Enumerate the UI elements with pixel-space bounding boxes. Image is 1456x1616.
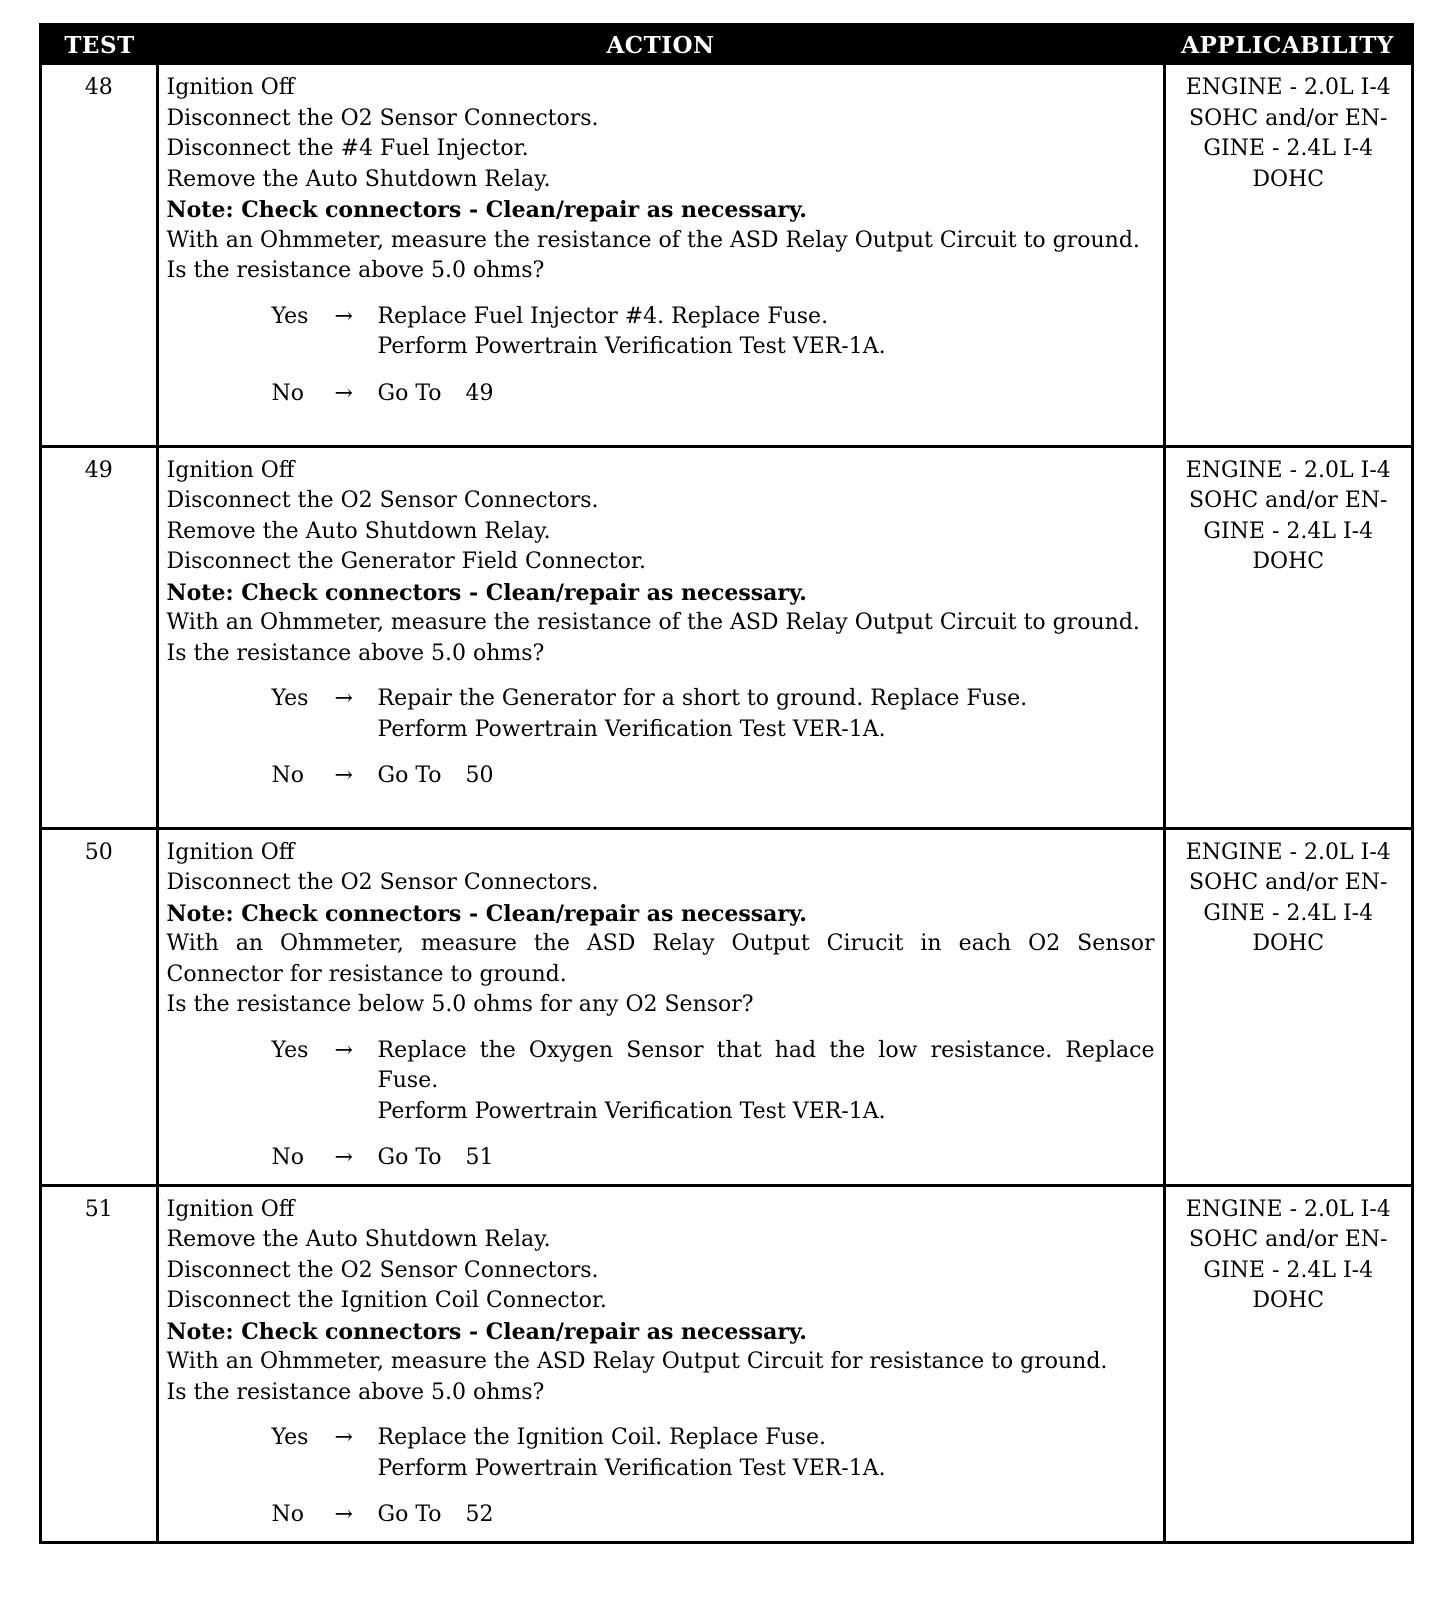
test-table: [42, 26, 1411, 1541]
measure-text: With an Ohmmeter, measure the resistance of the ASD Relay Output Circuit to ground.: [166, 610, 1140, 635]
no-result: [378, 761, 1155, 792]
applicability-text: ENGINE - 2.0L I-4 SOHC and/or EN- GINE - 2.4L I-4 DOHC: [1185, 75, 1391, 192]
goto-test-number: 49: [465, 380, 494, 406]
yes-result-line: Perform Powertrain Verification Test VER-1A.: [377, 1455, 886, 1481]
measure-text: With an Ohmmeter, measure the resistance of the ASD Relay Output Circuit to ground.: [166, 227, 1140, 253]
measure-text: With an Ohmmeter, measure the ASD Relay Output Cirucit in each O2 Sensor Connector for resistance to ground.: [166, 931, 1155, 987]
arrow-right-icon: →: [334, 1145, 353, 1170]
no-result: [378, 379, 1155, 410]
applicability-text: ENGINE - 2.0L I-4 SOHC and/or EN- GINE - 2.4L I-4 DOHC: [1164, 828, 1411, 1185]
goto-label: Go To: [377, 380, 442, 406]
table-row-test-49: [42, 446, 1411, 828]
arrow-right-icon: →: [334, 1425, 353, 1450]
diagnostic-test-table: [39, 23, 1414, 1544]
answer-block: [167, 302, 1155, 410]
yes-answer: [167, 302, 1155, 363]
answer-block: [167, 1036, 1155, 1174]
measure-text: With an Ohmmeter, measure the ASD Relay Output Circuit for resistance to ground.: [166, 1349, 1108, 1374]
test-number: 48: [42, 65, 157, 446]
question-text: Is the resistance above 5.0 ohms?: [166, 258, 545, 283]
no-label: No: [271, 380, 304, 406]
table-row-test-51: [42, 1185, 1411, 1541]
no-answer: [167, 379, 1155, 410]
yes-result-line: Replace the Ignition Coil. Replace Fuse.: [377, 1425, 826, 1450]
applicability-text: ENGINE - 2.0L I-4 SOHC and/or EN- GINE - 2.4L I-4 DOHC: [1164, 1185, 1411, 1541]
step-text: Ignition Off: [166, 75, 295, 100]
goto-test-number: 52: [465, 1502, 494, 1527]
answer-block: [167, 684, 1155, 792]
yes-label: Yes: [271, 303, 309, 329]
goto-test-number: 51: [465, 1145, 494, 1170]
step-text: Remove the Auto Shutdown Relay.: [166, 1227, 551, 1252]
arrow-right-icon: →: [334, 686, 353, 711]
action-cell: [157, 828, 1164, 1185]
goto-test-number: 50: [465, 763, 494, 788]
no-label: No: [271, 1145, 304, 1170]
step-text: Disconnect the O2 Sensor Connectors.: [166, 105, 599, 131]
no-result: [378, 1143, 1155, 1174]
test-number: 49: [42, 446, 157, 828]
goto-label: Go To: [377, 1502, 442, 1527]
applicability-text: ENGINE - 2.0L I-4 SOHC and/or EN- GINE - 2.4L I-4 DOHC: [1164, 446, 1411, 828]
yes-result-line: Perform Powertrain Verification Test VER-1A.: [377, 1098, 886, 1124]
yes-result-line: Perform Powertrain Verification Test VER-1A.: [377, 716, 886, 742]
yes-result-line: Replace the Oxygen Sensor that had the low resistance. Replace Fuse.: [377, 1037, 1155, 1093]
yes-label: Yes: [271, 1425, 309, 1450]
question-text: Is the resistance below 5.0 ohms for any O2 Sensor?: [166, 992, 754, 1017]
arrow-right-icon: →: [334, 1502, 353, 1527]
action-cell: [157, 65, 1164, 446]
step-text: Disconnect the O2 Sensor Connectors.: [166, 488, 599, 513]
test-number: 51: [42, 1185, 157, 1541]
yes-result: [378, 1036, 1155, 1128]
step-text: Disconnect the O2 Sensor Connectors.: [166, 870, 599, 895]
no-result: [378, 1500, 1155, 1531]
arrow-right-icon: →: [334, 1037, 353, 1063]
goto-label: Go To: [377, 1145, 442, 1170]
no-answer: [167, 1500, 1155, 1531]
step-text: Remove the Auto Shutdown Relay.: [166, 518, 551, 544]
yes-label: Yes: [271, 686, 309, 711]
yes-result: [378, 302, 1155, 363]
table-row-test-50: [42, 828, 1411, 1185]
table-row-test-48: [42, 65, 1411, 446]
step-text: Ignition Off: [166, 457, 295, 483]
arrow-right-icon: →: [334, 380, 353, 406]
no-label: No: [271, 763, 304, 788]
question-text: Is the resistance above 5.0 ohms?: [166, 1379, 545, 1405]
note-text: Note: Check connectors - Clean/repair as necessary.: [166, 197, 807, 223]
step-text: Ignition Off: [166, 839, 295, 865]
yes-label: Yes: [271, 1037, 309, 1063]
no-answer: [167, 761, 1155, 792]
no-label: No: [271, 1502, 304, 1527]
note-text: Note: Check connectors - Clean/repair as necessary.: [166, 1318, 807, 1345]
step-text: Remove the Auto Shutdown Relay.: [166, 166, 551, 192]
step-text: Disconnect the Ignition Coil Connector.: [166, 1288, 607, 1313]
yes-result-line: Perform Powertrain Verification Test VER-1A.: [377, 334, 886, 359]
arrow-right-icon: →: [334, 763, 353, 788]
header-action: ACTION: [157, 26, 1164, 65]
table-header-row: [42, 26, 1411, 65]
note-text: Note: Check connectors - Clean/repair as necessary.: [166, 579, 807, 606]
yes-answer: [167, 1036, 1155, 1128]
header-applicability: APPLICABILITY: [1164, 26, 1411, 65]
step-text: Disconnect the Generator Field Connector.: [166, 549, 646, 574]
action-cell: [157, 446, 1164, 828]
action-cell: [157, 1185, 1164, 1541]
yes-result: [378, 684, 1155, 745]
yes-result-line: Replace Fuel Injector #4. Replace Fuse.: [377, 303, 829, 329]
yes-result: [378, 1423, 1155, 1484]
step-text: Disconnect the #4 Fuel Injector.: [166, 136, 529, 161]
goto-label: Go To: [377, 763, 442, 788]
no-answer: [167, 1143, 1155, 1174]
arrow-right-icon: →: [334, 303, 353, 329]
test-number: 50: [42, 828, 157, 1185]
header-test: TEST: [42, 26, 157, 65]
yes-answer: [167, 684, 1155, 745]
question-text: Is the resistance above 5.0 ohms?: [166, 640, 545, 666]
yes-answer: [167, 1423, 1155, 1484]
note-text: Note: Check connectors - Clean/repair as necessary.: [166, 900, 807, 927]
step-text: Disconnect the O2 Sensor Connectors.: [166, 1257, 599, 1283]
answer-block: [167, 1423, 1155, 1531]
yes-result-line: Repair the Generator for a short to ground. Replace Fuse.: [377, 686, 1028, 711]
step-text: Ignition Off: [166, 1196, 295, 1222]
